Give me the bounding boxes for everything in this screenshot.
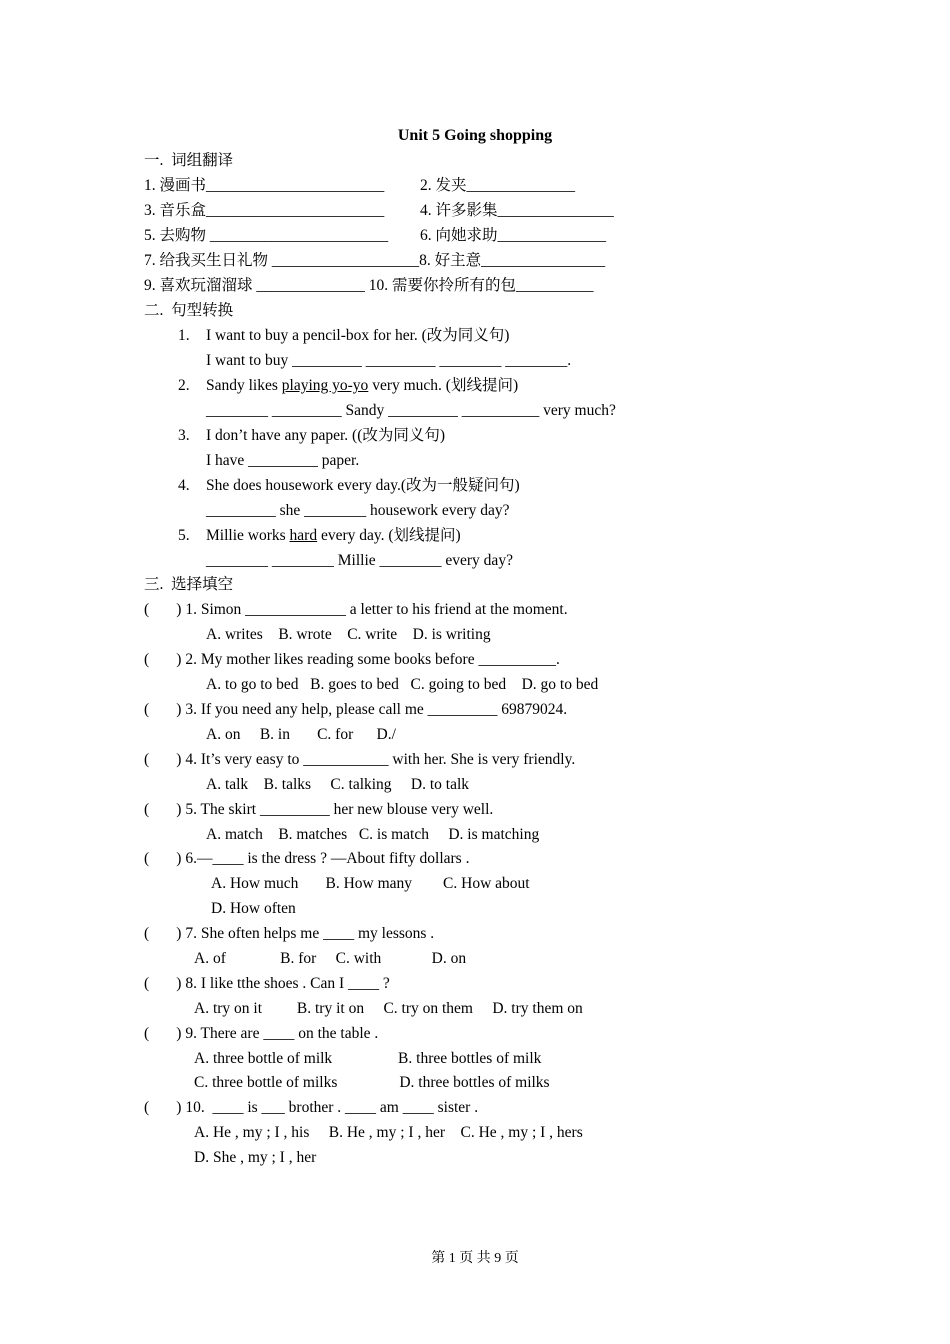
choice-q4-options: A. talk B. talks C. talking D. to talk (206, 776, 470, 793)
choice-q5-stem: ( ) 5. The skirt _________ her new blouse very well. (144, 801, 494, 818)
choice-q2-options: A. to go to bed B. goes to bed C. going to bed D. go to bed (206, 676, 599, 693)
choice-q3-options: A. on B. in C. for D./ (206, 726, 396, 743)
phrase-row-3-right: 6. 向她求助______________ (420, 227, 607, 244)
sentence-text: I want to buy a pencil-box for her. (改为同义句) (206, 327, 510, 344)
choice-q6-stem: ( ) 6.—____ is the dress ? —About fifty dollars . (144, 850, 470, 867)
transform-item-3-answer: I have _________ paper. (206, 452, 360, 469)
choice-q4-stem: ( ) 4. It’s very easy to ___________ with her. She is very friendly. (144, 751, 576, 768)
sentence-text: Millie works (206, 527, 290, 544)
choice-q5-options: A. match B. matches C. is match D. is matching (206, 826, 540, 843)
choice-q8-stem: ( ) 8. I like tthe shoes . Can I ____ ? (144, 975, 390, 992)
sentence-text: Sandy likes (206, 377, 282, 394)
phrase-row-5: 9. 喜欢玩溜溜球 ______________ 10. 需要你拎所有的包__________ (144, 277, 594, 294)
choice-q10-options-line2: D. She , my ; I , her (194, 1149, 317, 1166)
choice-q7-options: A. of B. for C. with D. on (194, 950, 467, 967)
choice-q9-stem: ( ) 9. There are ____ on the table . (144, 1025, 379, 1042)
transform-item-2-sentence (206, 376, 518, 396)
choice-q10-stem: ( ) 10. ____ is ___ brother . ____ am ____ sister . (144, 1099, 479, 1116)
transform-item-5-number: 5. (178, 527, 190, 544)
choice-q10-options-line1: A. He , my ; I , his B. He , my ; I , her C. He , my ; I , hers (194, 1124, 583, 1141)
transform-item-4-number: 4. (178, 477, 190, 494)
choice-q1-stem: ( ) 1. Simon _____________ a letter to his friend at the moment. (144, 601, 568, 618)
phrase-row-2-left: 3. 音乐盒_______________________ (144, 202, 385, 219)
underlined-phrase: playing yo-yo (281, 377, 369, 394)
choice-q1-options: A. writes B. wrote C. write D. is writing (206, 626, 491, 643)
document-title: Unit 5 Going shopping (397, 127, 553, 144)
sentence-text-end: every day. (划线提问) (317, 527, 461, 544)
choice-q7-stem: ( ) 7. She often helps me ____ my lessons . (144, 925, 435, 942)
underlined-word: hard (289, 527, 318, 544)
transform-item-1-number: 1. (178, 327, 190, 344)
transform-item-2-answer: ________ _________ Sandy _________ __________ very much? (206, 402, 616, 419)
transform-item-1-answer: I want to buy _________ _________ ________ ________. (206, 352, 572, 369)
transform-item-4-answer: _________ she ________ housework every day? (206, 502, 510, 519)
transform-item-1-sentence (206, 326, 509, 346)
choice-q8-options: A. try on it B. try it on C. try on them D. try them on (194, 1000, 583, 1017)
phrase-row-2-right: 4. 许多影集_______________ (420, 202, 614, 219)
phrase-row-3-left: 5. 去购物 _______________________ (144, 227, 389, 244)
transform-item-5-answer: ________ ________ Millie ________ every day? (206, 552, 513, 569)
section-3-heading: 三. 选择填空 (144, 576, 234, 593)
section-1-heading: 一. 词组翻译 (144, 152, 234, 169)
choice-q2-stem: ( ) 2. My mother likes reading some books before __________. (144, 651, 560, 668)
transform-item-3-sentence: I don’t have any paper. ((改为同义句) (206, 427, 446, 444)
transform-item-4-sentence: She does housework every day.(改为一般疑问句) (206, 477, 520, 494)
transform-item-2-number: 2. (178, 377, 190, 394)
choice-q6-options-line2: D. How often (211, 900, 296, 917)
phrase-row-4: 7. 给我买生日礼物 ___________________8. 好主意________________ (144, 252, 606, 269)
page-footer: 第 1 页 共 9 页 (431, 1251, 519, 1266)
transform-item-5-sentence (206, 526, 461, 546)
phrase-row-1-right: 2. 发夹______________ (420, 177, 576, 194)
choice-q3-stem: ( ) 3. If you need any help, please call me _________ 69879024. (144, 701, 568, 718)
transform-item-3-number: 3. (178, 427, 190, 444)
choice-q6-options-line1: A. How much B. How many C. How about (211, 875, 530, 892)
choice-q9-options-line2: C. three bottle of milks D. three bottles of milks (194, 1074, 550, 1091)
phrase-row-1-left: 1. 漫画书_______________________ (144, 177, 385, 194)
sentence-text-end: very much. (划线提问) (368, 377, 519, 394)
choice-q9-options-line1: A. three bottle of milk B. three bottles of milk (194, 1050, 542, 1067)
section-2-heading: 二. 句型转换 (144, 302, 234, 319)
